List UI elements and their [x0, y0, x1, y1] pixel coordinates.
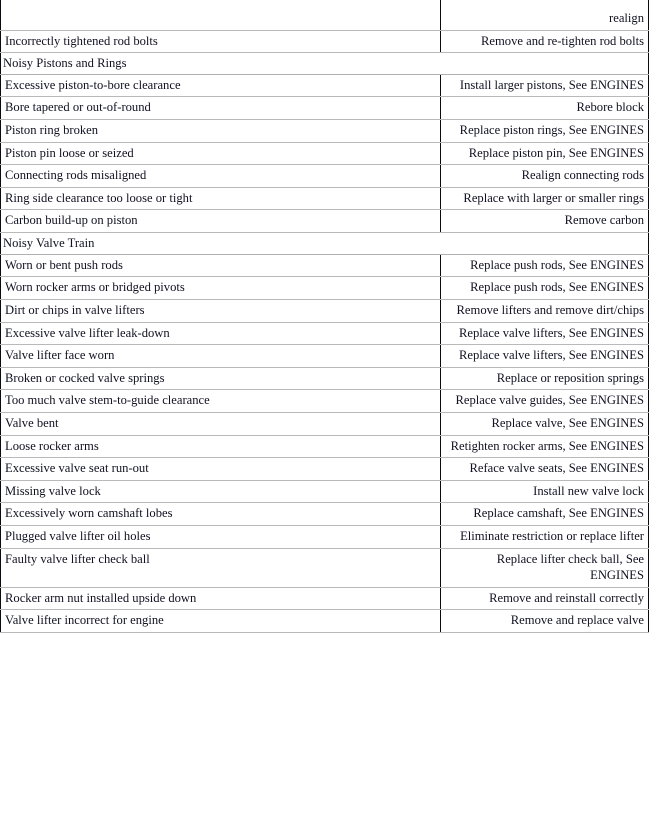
table-row — [1, 526, 649, 549]
table-row — [1, 299, 649, 322]
table-row — [1, 548, 649, 587]
table-row — [1, 97, 649, 120]
cause-cell: Incorrectly tightened rod bolts — [1, 30, 441, 53]
correction-cell: Install new valve lock — [441, 480, 649, 503]
correction-cell: Replace valve lifters, See ENGINES — [441, 345, 649, 368]
table-row — [1, 277, 649, 300]
correction-cell: Install larger pistons, See ENGINES — [441, 74, 649, 97]
correction-cell: Replace camshaft, See ENGINES — [441, 503, 649, 526]
cause-cell: Connecting rods misaligned — [1, 165, 441, 188]
correction-cell: Realign connecting rods — [441, 165, 649, 188]
table-row — [1, 367, 649, 390]
cause-cell: Faulty valve lifter check ball — [1, 548, 441, 587]
continuation-row — [1, 0, 649, 30]
correction-cell: Retighten rocker arms, See ENGINES — [441, 435, 649, 458]
correction-cell: Replace piston rings, See ENGINES — [441, 120, 649, 143]
cause-cell: Piston pin loose or seized — [1, 142, 441, 165]
table-row — [1, 345, 649, 368]
cause-cell: Loose rocker arms — [1, 435, 441, 458]
cause-cell: Excessively worn camshaft lobes — [1, 503, 441, 526]
cause-cell: Plugged valve lifter oil holes — [1, 526, 441, 549]
cause-cell — [1, 0, 441, 30]
cause-cell: Excessive piston-to-bore clearance — [1, 74, 441, 97]
cause-cell: Broken or cocked valve springs — [1, 367, 441, 390]
cause-cell: Valve lifter face worn — [1, 345, 441, 368]
cause-cell: Dirt or chips in valve lifters — [1, 299, 441, 322]
cause-cell: Worn or bent push rods — [1, 254, 441, 277]
table-row — [1, 165, 649, 188]
table-body — [1, 0, 649, 633]
section-header-row — [1, 233, 649, 255]
correction-cell: Eliminate restriction or replace lifter — [441, 526, 649, 549]
cause-cell: Worn rocker arms or bridged pivots — [1, 277, 441, 300]
cause-cell: Valve lifter incorrect for engine — [1, 610, 441, 633]
table-row — [1, 587, 649, 610]
cause-cell: Piston ring broken — [1, 120, 441, 143]
table-row — [1, 322, 649, 345]
correction-cell: Remove carbon — [441, 210, 649, 233]
correction-cell: Replace piston pin, See ENGINES — [441, 142, 649, 165]
table-row — [1, 254, 649, 277]
correction-cell: Replace valve, See ENGINES — [441, 412, 649, 435]
correction-cell: realign — [441, 0, 649, 30]
table-row — [1, 458, 649, 481]
cause-cell: Too much valve stem-to-guide clearance — [1, 390, 441, 413]
correction-cell: Remove lifters and remove dirt/chips — [441, 299, 649, 322]
table-row — [1, 187, 649, 210]
correction-cell: Reface valve seats, See ENGINES — [441, 458, 649, 481]
cause-cell: Valve bent — [1, 412, 441, 435]
section-header-row — [1, 53, 649, 75]
section-title: Noisy Valve Train — [1, 233, 649, 255]
table-row — [1, 503, 649, 526]
cause-cell: Bore tapered or out-of-round — [1, 97, 441, 120]
section-title: Noisy Pistons and Rings — [1, 53, 649, 75]
table-row — [1, 74, 649, 97]
table-row — [1, 30, 649, 53]
table-row — [1, 435, 649, 458]
table-row — [1, 390, 649, 413]
correction-cell: Replace valve guides, See ENGINES — [441, 390, 649, 413]
cause-cell: Rocker arm nut installed upside down — [1, 587, 441, 610]
correction-cell: Replace push rods, See ENGINES — [441, 277, 649, 300]
table-row — [1, 480, 649, 503]
correction-cell: Replace or reposition springs — [441, 367, 649, 390]
correction-cell: Remove and reinstall correctly — [441, 587, 649, 610]
cause-cell: Carbon build-up on piston — [1, 210, 441, 233]
cause-cell: Excessive valve seat run-out — [1, 458, 441, 481]
table-row — [1, 210, 649, 233]
correction-cell: Replace push rods, See ENGINES — [441, 254, 649, 277]
cause-cell: Missing valve lock — [1, 480, 441, 503]
table-row — [1, 610, 649, 633]
correction-cell: Rebore block — [441, 97, 649, 120]
correction-cell: Remove and replace valve — [441, 610, 649, 633]
cause-cell: Excessive valve lifter leak-down — [1, 322, 441, 345]
correction-cell: Replace lifter check ball, See ENGINES — [441, 548, 649, 587]
correction-cell: Remove and re-tighten rod bolts — [441, 30, 649, 53]
table-row — [1, 412, 649, 435]
correction-cell: Replace valve lifters, See ENGINES — [441, 322, 649, 345]
table-row — [1, 120, 649, 143]
correction-cell: Replace with larger or smaller rings — [441, 187, 649, 210]
cause-cell: Ring side clearance too loose or tight — [1, 187, 441, 210]
table-row — [1, 142, 649, 165]
